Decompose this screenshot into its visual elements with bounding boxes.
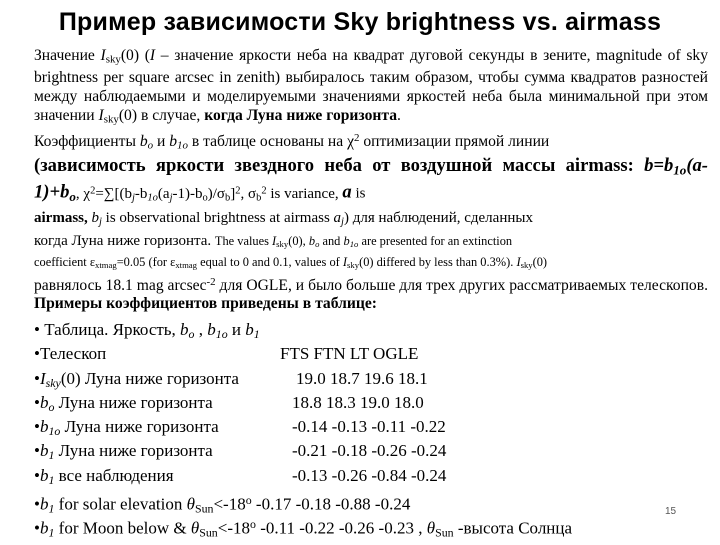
coefficient-table	[34, 318, 714, 540]
paragraph-formula: (зависимость яркости звездного неба от воздушной массы airmass: $b=b_{1o}(a-1)+b_o$, $\chi^2=\sum[(b_j-b_{1o}(a_j-1)-b_o)/\sigma_b]^2$, $\sigma_b^2$ is variance, a is	[34, 155, 708, 205]
slide-title: Пример зависимости Sky brightness vs. airmass	[58, 8, 662, 36]
table-row: $•b_o$ Луна ниже горизонта 18.8 18.3 19.0 18.0	[34, 392, 424, 414]
table-row: $•b_1$ for solar elevation $\theta_{Sun}<-18^o$ -0.17 -0.18 -0.88 -0.24	[34, 493, 411, 516]
paragraph-coefficients: Коэффициенты $b_o$ и $b_{1o}$ в таблице основаны на $\chi^2$ оптимизации прямой линии	[34, 131, 550, 152]
paragraph-airmass: airmass, $b_j$ is observational brightness at airmass $a_j$) для наблюдений, сделанных	[34, 209, 533, 228]
paragraph-conclusion: равнялось 18.1 mag arcsec$^{-2}$ для OGLE, и было больше для трех других рассматриваемых телескопов. Примеры коэффициентов приведены в таблице:	[34, 276, 708, 312]
table-caption: • Таблица. Яркость, $b_o$ , $b_{1o}$ и $b_1$	[34, 320, 260, 341]
table-row: $•b_1$ for Moon below & $\theta_{Sun}<-18^o$ -0.11 -0.22 -0.26 -0.23 , $\theta_{Sun}$ -высота Солнца	[34, 517, 573, 540]
table-row: $•b_1$ все наблюдения -0.13 -0.26 -0.84 -0.24	[34, 465, 447, 487]
page-number: 15	[665, 506, 677, 517]
table-row: $•b_1$ Луна ниже горизонта -0.21 -0.18 -0.26 -0.24	[34, 441, 447, 463]
paragraph-sky-value: Значение $I_{sky}(0)$ (I – значение яркости неба на квадрат дуговой секунды в зените, magnitude of sky brightness per square arcsec in zenith) выбиралось таким образом, чтобы сумма квадратов разностей между наблюдаемыми и моделируемыми значениями яркостей неба была минимальной при этом значении $I_{sky}(0)$ в случае, когда Луна ниже горизонта.	[34, 47, 708, 126]
paragraph-values: когда Луна ниже горизонта. The values $I_{sky}(0)$, $b_o$ and $b_{1o}$ are presented for an extinction	[34, 232, 513, 249]
paragraph-extinction: coefficient $\varepsilon_{xtmag}=0.05$ (for $\varepsilon_{xtmag}$ equal to 0 and 0.1, values of $I_{sky}(0)$ differed by less than 0.3%). $I_{sky}(0)$	[34, 255, 548, 271]
table-header-row: •Телескоп FTS FTN LT OGLE	[34, 344, 419, 364]
table-row: $•I_{sky}(0)$ Луна ниже горизонта 19.0 18.7 19.6 18.1	[34, 368, 428, 390]
description-text	[34, 47, 708, 312]
table-row: $•b_{1o}$ Луна ниже горизонта -0.14 -0.13 -0.11 -0.22	[34, 417, 446, 439]
